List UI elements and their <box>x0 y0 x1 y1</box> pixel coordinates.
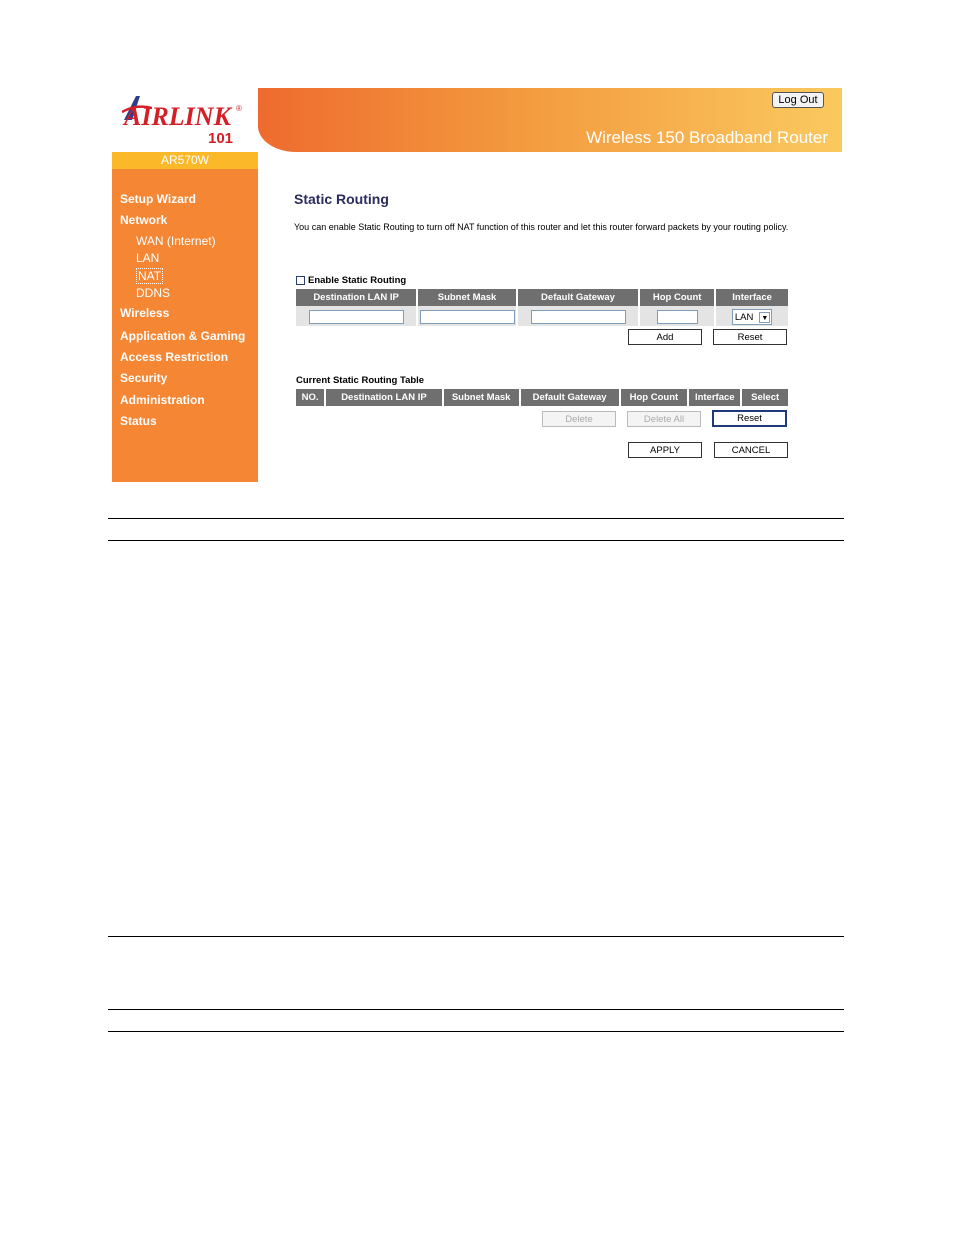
add-button[interactable]: Add <box>628 329 702 345</box>
apply-button[interactable]: APPLY <box>628 442 702 458</box>
logo-number: 101 <box>208 130 234 147</box>
route-entry-table <box>296 289 788 326</box>
product-title: Wireless 150 Broadband Router <box>586 128 828 147</box>
sidebar-item-ddns[interactable]: DDNS <box>136 286 171 300</box>
sidebar-item-wan[interactable]: WAN (Internet) <box>136 234 216 248</box>
divider-line <box>108 1031 844 1032</box>
sidebar-item-application-gaming[interactable]: Application & Gaming <box>120 329 246 343</box>
header-default-gateway: Default Gateway <box>520 389 620 406</box>
header-no: NO. <box>296 389 325 406</box>
header-interface: Interface <box>688 389 741 406</box>
enable-static-routing-checkbox[interactable] <box>296 276 305 285</box>
enable-static-routing-label: Enable Static Routing <box>308 275 407 286</box>
header-destination-lan-ip: Destination LAN IP <box>325 389 443 406</box>
cancel-button[interactable]: CANCEL <box>714 442 788 458</box>
sidebar-item-administration[interactable]: Administration <box>120 393 205 407</box>
sidebar-item-nat[interactable]: NAT <box>138 269 162 283</box>
header-select: Select <box>741 389 788 406</box>
routing-table <box>296 389 788 406</box>
divider-line <box>108 518 844 519</box>
subnet-mask-input[interactable] <box>420 310 515 324</box>
interface-select-value: LAN <box>734 311 754 323</box>
divider-line <box>108 936 844 937</box>
logout-button[interactable]: Log Out <box>772 92 824 108</box>
interface-select[interactable] <box>732 309 772 325</box>
reset-table-button[interactable]: Reset <box>712 410 787 427</box>
logo <box>112 88 258 152</box>
routing-table-title: Current Static Routing Table <box>296 375 425 386</box>
sidebar-item-security[interactable]: Security <box>120 371 168 385</box>
sidebar-item-lan[interactable]: LAN <box>136 251 160 265</box>
delete-button[interactable]: Delete <box>542 411 616 427</box>
model-label: AR570W <box>112 152 258 169</box>
sidebar-item-wireless[interactable]: Wireless <box>120 306 170 320</box>
sidebar-item-access-restriction[interactable]: Access Restriction <box>120 350 229 364</box>
header-default-gateway: Default Gateway <box>517 289 639 306</box>
header-interface: Interface <box>715 289 788 306</box>
logo-registered-mark: ® <box>236 104 242 113</box>
enable-static-routing-row[interactable] <box>296 275 406 286</box>
header-hop-count: Hop Count <box>639 289 715 306</box>
sidebar-item-setup-wizard[interactable]: Setup Wizard <box>120 192 196 206</box>
divider-line <box>108 540 844 541</box>
hop-count-input[interactable] <box>657 310 698 324</box>
destination-lan-ip-input[interactable] <box>309 310 404 324</box>
main-content <box>258 169 842 482</box>
divider-line <box>108 1009 844 1010</box>
header-subnet-mask: Subnet Mask <box>443 389 520 406</box>
header-hop-count: Hop Count <box>620 389 689 406</box>
header-subnet-mask: Subnet Mask <box>417 289 517 306</box>
header-banner <box>258 88 842 152</box>
sidebar-item-status[interactable]: Status <box>120 414 157 428</box>
default-gateway-input[interactable] <box>531 310 626 324</box>
delete-all-button[interactable]: Delete All <box>627 411 701 427</box>
page-title: Static Routing <box>294 191 389 207</box>
sidebar-item-network[interactable]: Network <box>120 213 168 227</box>
page-description: You can enable Static Routing to turn off NAT function of this router and let this router forward packets by your routing policy. <box>294 222 789 232</box>
chevron-down-icon[interactable]: ▼ <box>759 312 770 323</box>
sidebar <box>112 169 258 482</box>
logo-text: AIRLINK <box>124 102 231 131</box>
reset-entry-button[interactable]: Reset <box>713 329 787 345</box>
header-destination-lan-ip: Destination LAN IP <box>296 289 417 306</box>
